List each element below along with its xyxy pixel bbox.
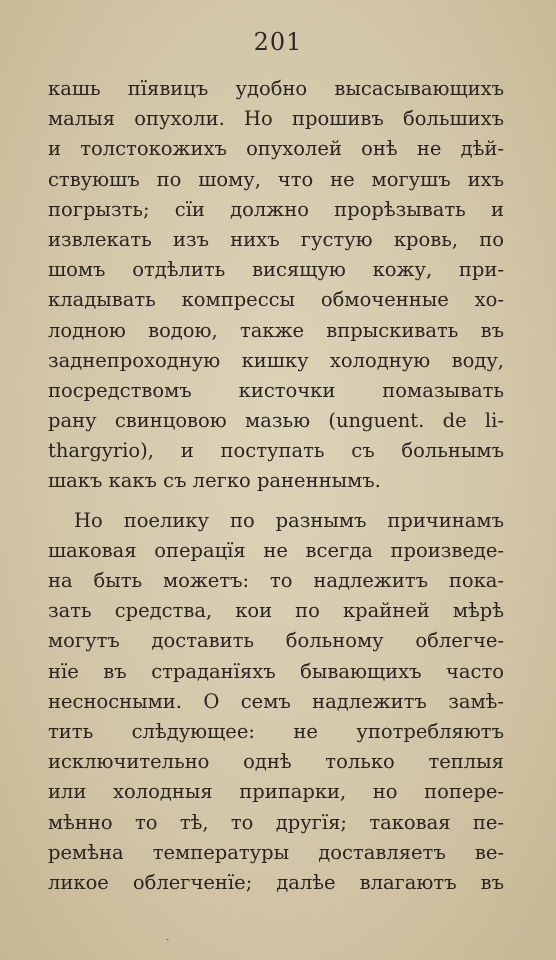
text-line: исключительно однѣ только теплыя [48,750,504,774]
text-line: шаковая операцїя не всегда произведе- [48,538,504,562]
text-line: ремѣна температуры доставляетъ ве- [48,840,504,864]
text-line: или холодныя припарки, но попере- [48,780,504,804]
text-line: мѣнно то тѣ, то другїя; таковая пе- [48,810,504,834]
page-number: 201 [253,28,303,56]
text-line: лодною водою, также впрыскивать въ [48,318,504,342]
text-line: ликое облегченїе; далѣе влагаютъ въ [48,870,504,894]
text-line: могутъ доставить больному облегче- [48,629,504,653]
text-line: нїе въ страданїяхъ бывающихъ часто [48,659,504,683]
paragraph-gap [48,497,504,506]
text-line: на быть можетъ: то надлежитъ пока- [48,569,504,592]
text-line: Но поелику по разнымъ причинамъ [74,508,504,532]
text-line: рану свинцовою мазью (unguent. de li- [48,409,504,433]
text-line: и толстокожихъ опухолей онѣ не дѣй- [48,137,504,161]
text-line: ствуюшъ по шому, что не могушъ ихъ [48,167,504,191]
text-line: тить слѣдующее: не употребляютъ [48,719,504,743]
text-line: кладывать компрессы обмоченные хо- [48,288,504,312]
paragraph-1 [48,74,504,497]
text-line: посредствомъ кисточки помазывать [48,378,504,402]
text-line: шакъ какъ съ легко раненнымъ. [48,469,381,493]
text-line: thargyrio), и поступать съ больнымъ [48,439,504,463]
text-line: погрызть; сїи должно прорѣзывать и [48,197,504,221]
paragraph-2 [48,506,504,898]
text-line: заднепроходную кишку холодную воду, [48,348,504,372]
text-line: шомъ отдѣлить висящую кожу, при- [48,258,504,282]
stray-ink-mark: ˎ [166,930,170,941]
text-line: кашь пїявицъ удобно высасывающихъ [48,77,504,100]
text-line: несносными. О семъ надлежитъ замѣ- [48,689,504,713]
text-line: зать средства, кои по крайней мѣрѣ [48,599,504,623]
text-line: извлекать изъ нихъ густую кровь, по [48,227,504,251]
body-text [48,74,504,898]
text-line: малыя опухоли. Но прошивъ большихъ [48,107,504,131]
